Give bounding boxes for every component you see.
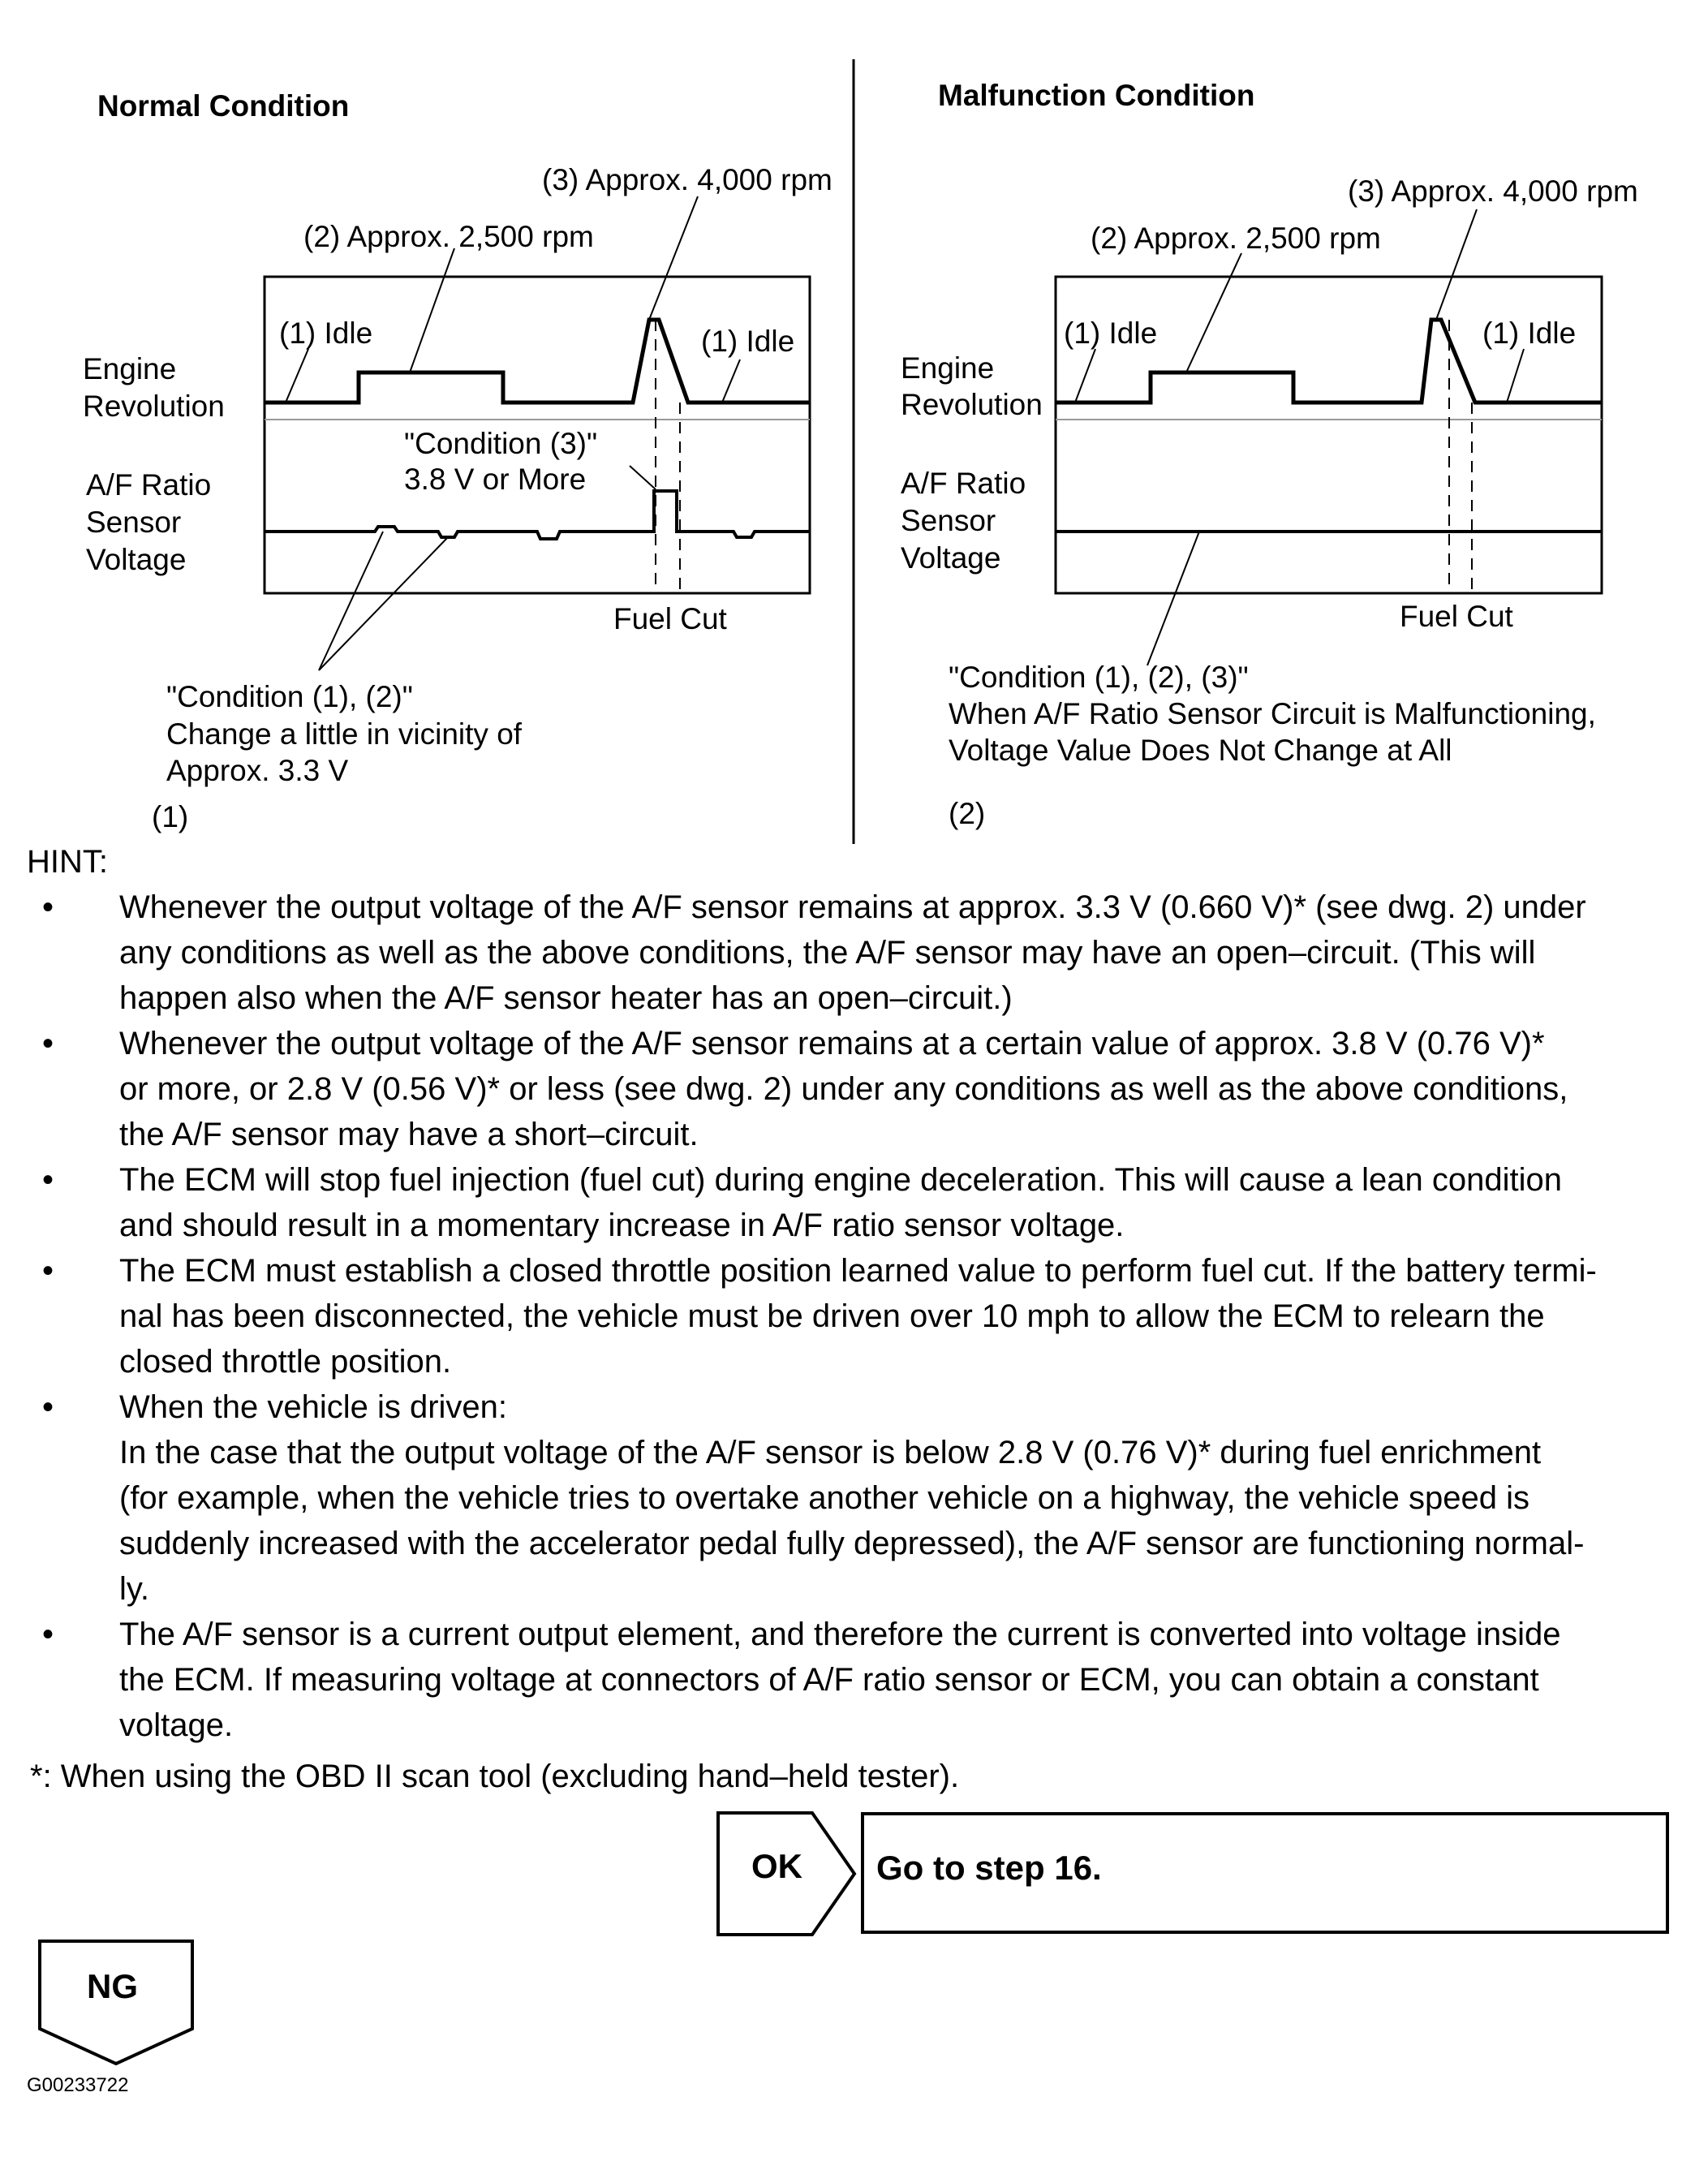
hint-text-line: Whenever the output voltage of the A/F sensor remains at a certain value of approx. 3.8 V (0.76 V)* <box>119 1026 1545 1061</box>
malfunction-label-rpm-2500: (2) Approx. 2,500 rpm <box>1091 222 1381 255</box>
malfunction-label-idle-left: (1) Idle <box>1064 316 1158 350</box>
hint-text-line: The ECM will stop fuel injection (fuel cut) during engine deceleration. This will cause a lean condition <box>119 1162 1562 1198</box>
malfunction-fuel-cut-label: Fuel Cut <box>1400 600 1513 633</box>
normal-row-label-af-ratio: A/F Ratio <box>86 468 212 502</box>
malfunction-row-label-sensor: Sensor <box>901 504 996 537</box>
af-sensor-waveform-diagram <box>0 0 1708 844</box>
hint-item <box>0 885 1673 1021</box>
hint-item <box>0 1157 1673 1248</box>
bullet-icon: • <box>42 1026 54 1061</box>
hint-text-line: In the case that the output voltage of the A/F sensor is below 2.8 V (0.76 V)* during fuel enrichment <box>119 1435 1542 1470</box>
hint-text-line: any conditions as well as the above conditions, the A/F sensor may have an open–circuit. (This will <box>119 935 1536 971</box>
hint-text-line: (for example, when the vehicle tries to overtake another vehicle on a highway, the vehicle speed is <box>119 1480 1530 1516</box>
hint-item <box>0 1021 1673 1157</box>
normal-leader-4000 <box>649 196 698 320</box>
hint-text-line: When the vehicle is driven: <box>119 1389 508 1425</box>
goto-step-label[interactable]: Go to step 16. <box>876 1849 1102 1887</box>
malfunction-row-label-revolution: Revolution <box>901 388 1043 421</box>
figure-id: G00233722 <box>27 2074 129 2096</box>
malfunction-figure-number: (2) <box>949 797 986 830</box>
normal-leader-idle-left <box>286 349 308 403</box>
hint-text-line: suddenly increased with the accelerator pedal fully depressed), the A/F sensor are functioning normal- <box>119 1526 1585 1561</box>
normal-cond3-line2: 3.8 V or More <box>404 463 587 496</box>
hint-text-line: ly. <box>119 1571 150 1607</box>
malfunction-leader-4000 <box>1436 209 1477 320</box>
malfunction-row-label-af-ratio: A/F Ratio <box>901 467 1026 500</box>
hint-text-line: The A/F sensor is a current output element, and therefore the current is converted into voltage inside <box>119 1617 1561 1652</box>
hint-text-line: happen also when the A/F sensor heater has an open–circuit.) <box>119 980 1013 1016</box>
ng-label[interactable]: NG <box>87 1967 138 2005</box>
normal-label-rpm-4000: (3) Approx. 4,000 rpm <box>542 163 832 196</box>
hint-text-line: The ECM must establish a closed throttle position learned value to perform fuel cut. If the battery termi- <box>119 1253 1597 1289</box>
normal-leader-idle-right <box>722 360 740 403</box>
hint-text-line: Whenever the output voltage of the A/F sensor remains at approx. 3.3 V (0.660 V)* (see dwg. 2) under <box>119 889 1586 925</box>
normal-leader-cond3 <box>630 466 656 489</box>
hint-text-line: the ECM. If measuring voltage at connectors of A/F ratio sensor or ECM, you can obtain a constant <box>119 1662 1539 1698</box>
normal-leader-2500 <box>410 248 454 372</box>
malfunction-leader-idle-right <box>1507 349 1524 403</box>
normal-row-label-revolution: Revolution <box>83 390 225 423</box>
bullet-icon: • <box>42 889 54 925</box>
bullet-icon: • <box>42 1253 54 1289</box>
normal-figure-number: (1) <box>152 800 189 833</box>
normal-label-idle-right: (1) Idle <box>701 325 795 358</box>
hint-text-line: nal has been disconnected, the vehicle must be driven over 10 mph to allow the ECM to relearn the <box>119 1298 1545 1334</box>
bullet-icon: • <box>42 1617 54 1652</box>
malfunction-condition-panel <box>901 79 1638 830</box>
malfunction-cond-line3: Voltage Value Does Not Change at All <box>949 734 1452 767</box>
ok-label[interactable]: OK <box>751 1847 802 1885</box>
malfunction-leader-cond <box>1147 532 1199 665</box>
hint-item <box>0 1384 1673 1612</box>
malfunction-row-label-engine: Engine <box>901 351 995 385</box>
bullet-icon: • <box>42 1389 54 1425</box>
hint-text-line: the A/F sensor may have a short–circuit. <box>119 1117 699 1152</box>
hint-item <box>0 1248 1673 1384</box>
hint-text-line: closed throttle position. <box>119 1344 452 1380</box>
normal-leader-cond12-a <box>319 532 383 670</box>
normal-cond12-line1: "Condition (1), (2)" <box>166 680 413 713</box>
normal-cond3-line1: "Condition (3)" <box>404 427 598 460</box>
malfunction-cond-line1: "Condition (1), (2), (3)" <box>949 661 1249 694</box>
hint-text-line: voltage. <box>119 1707 234 1743</box>
hint-text-line: and should result in a momentary increase in A/F ratio sensor voltage. <box>119 1208 1125 1243</box>
normal-condition-title: Normal Condition <box>97 89 350 123</box>
malfunction-condition-title: Malfunction Condition <box>938 79 1255 112</box>
normal-fuel-cut-label: Fuel Cut <box>613 602 727 635</box>
malfunction-leader-idle-left <box>1075 349 1095 403</box>
malfunction-label-rpm-4000: (3) Approx. 4,000 rpm <box>1348 174 1638 208</box>
hint-list <box>0 885 1708 1748</box>
malfunction-cond-line2: When A/F Ratio Sensor Circuit is Malfunctioning, <box>949 697 1596 730</box>
normal-row-label-sensor: Sensor <box>86 506 182 539</box>
bullet-icon: • <box>42 1162 54 1198</box>
malfunction-leader-2500 <box>1186 253 1241 372</box>
normal-label-rpm-2500: (2) Approx. 2,500 rpm <box>303 220 594 253</box>
malfunction-label-idle-right: (1) Idle <box>1482 316 1577 350</box>
hint-text-line: or more, or 2.8 V (0.56 V)* or less (see dwg. 2) under any conditions as well as the above conditions, <box>119 1071 1568 1107</box>
footnote: *: When using the OBD II scan tool (excluding hand–held tester). <box>30 1759 960 1794</box>
normal-cond12-line2: Change a little in vicinity of <box>166 717 523 751</box>
normal-row-label-voltage: Voltage <box>86 543 187 576</box>
hint-item <box>0 1612 1673 1748</box>
normal-af-sensor-voltage-trace <box>265 491 810 539</box>
normal-leader-cond12-b <box>319 537 448 670</box>
normal-row-label-engine: Engine <box>83 352 177 385</box>
hint-label: HINT: <box>27 844 108 880</box>
normal-condition-panel <box>83 89 832 833</box>
malfunction-row-label-voltage: Voltage <box>901 541 1001 575</box>
normal-label-idle-left: (1) Idle <box>279 316 373 350</box>
normal-cond12-line3: Approx. 3.3 V <box>166 754 349 787</box>
